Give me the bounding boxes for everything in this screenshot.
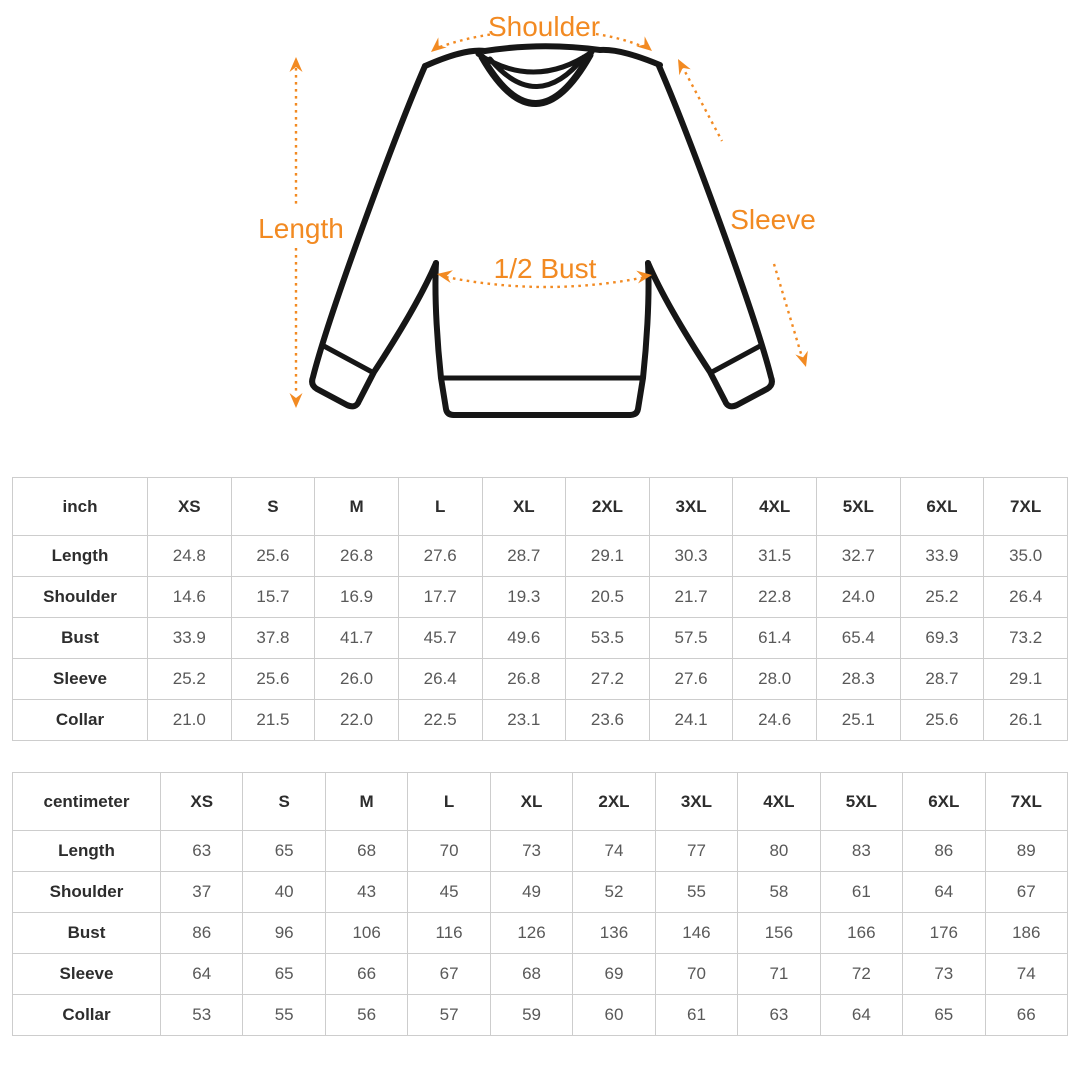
- value-cell: 14.6: [148, 577, 232, 618]
- value-cell: 61: [820, 872, 902, 913]
- size-header-l: L: [408, 773, 490, 831]
- value-cell: 25.1: [817, 700, 901, 741]
- value-cell: 28.3: [817, 659, 901, 700]
- size-header-xs: XS: [148, 478, 232, 536]
- value-cell: 156: [738, 913, 820, 954]
- size-header-xl: XL: [482, 478, 566, 536]
- value-cell: 22.0: [315, 700, 399, 741]
- value-cell: 21.7: [649, 577, 733, 618]
- value-cell: 74: [573, 831, 655, 872]
- shoulder-dotted-line-left: [440, 34, 494, 47]
- value-cell: 65: [903, 995, 985, 1036]
- value-cell: 30.3: [649, 536, 733, 577]
- value-cell: 70: [408, 831, 490, 872]
- value-cell: 25.2: [900, 577, 984, 618]
- value-cell: 56: [325, 995, 407, 1036]
- value-cell: 65: [243, 831, 325, 872]
- value-cell: 24.1: [649, 700, 733, 741]
- sweater-measurement-diagram: [0, 0, 1080, 462]
- value-cell: 25.6: [231, 536, 315, 577]
- row-label: Collar: [13, 995, 161, 1036]
- value-cell: 27.2: [566, 659, 650, 700]
- inch-size-table: [12, 477, 1068, 741]
- size-header-m: M: [315, 478, 399, 536]
- measurement-row-bust: [13, 618, 1068, 659]
- size-header-5xl: 5XL: [817, 478, 901, 536]
- size-header-6xl: 6XL: [903, 773, 985, 831]
- value-cell: 22.8: [733, 577, 817, 618]
- value-cell: 27.6: [649, 659, 733, 700]
- sleeve-label: Sleeve: [730, 204, 816, 235]
- value-cell: 31.5: [733, 536, 817, 577]
- value-cell: 61.4: [733, 618, 817, 659]
- value-cell: 22.5: [398, 700, 482, 741]
- value-cell: 23.6: [566, 700, 650, 741]
- value-cell: 69.3: [900, 618, 984, 659]
- value-cell: 67: [985, 872, 1067, 913]
- value-cell: 58: [738, 872, 820, 913]
- value-cell: 43: [325, 872, 407, 913]
- row-label: Collar: [13, 700, 148, 741]
- value-cell: 26.0: [315, 659, 399, 700]
- right-cuff-rib-line: [712, 345, 762, 372]
- value-cell: 96: [243, 913, 325, 954]
- row-label: Length: [13, 831, 161, 872]
- row-label: Length: [13, 536, 148, 577]
- value-cell: 71: [738, 954, 820, 995]
- length-label: Length: [258, 213, 344, 244]
- measurement-row-collar: [13, 995, 1068, 1036]
- value-cell: 20.5: [566, 577, 650, 618]
- value-cell: 25.6: [900, 700, 984, 741]
- value-cell: 83: [820, 831, 902, 872]
- value-cell: 89: [985, 831, 1067, 872]
- value-cell: 24.6: [733, 700, 817, 741]
- value-cell: 16.9: [315, 577, 399, 618]
- measurement-row-shoulder: [13, 872, 1068, 913]
- value-cell: 26.4: [398, 659, 482, 700]
- value-cell: 26.8: [315, 536, 399, 577]
- size-header-s: S: [231, 478, 315, 536]
- value-cell: 49.6: [482, 618, 566, 659]
- value-cell: 70: [655, 954, 737, 995]
- value-cell: 37.8: [231, 618, 315, 659]
- value-cell: 106: [325, 913, 407, 954]
- sweater-outline: [312, 46, 772, 415]
- value-cell: 27.6: [398, 536, 482, 577]
- value-cell: 72: [820, 954, 902, 995]
- value-cell: 126: [490, 913, 572, 954]
- size-header-3xl: 3XL: [655, 773, 737, 831]
- measurement-row-bust: [13, 913, 1068, 954]
- value-cell: 24.8: [148, 536, 232, 577]
- value-cell: 73.2: [984, 618, 1068, 659]
- size-header-l: L: [398, 478, 482, 536]
- value-cell: 40: [243, 872, 325, 913]
- value-cell: 26.1: [984, 700, 1068, 741]
- measurement-row-length: [13, 536, 1068, 577]
- value-cell: 26.4: [984, 577, 1068, 618]
- value-cell: 73: [490, 831, 572, 872]
- size-header-5xl: 5XL: [820, 773, 902, 831]
- size-header-xl: XL: [490, 773, 572, 831]
- value-cell: 57.5: [649, 618, 733, 659]
- size-header-4xl: 4XL: [738, 773, 820, 831]
- value-cell: 63: [738, 995, 820, 1036]
- value-cell: 37: [161, 872, 243, 913]
- value-cell: 60: [573, 995, 655, 1036]
- value-cell: 55: [655, 872, 737, 913]
- size-header-3xl: 3XL: [649, 478, 733, 536]
- size-header-2xl: 2XL: [573, 773, 655, 831]
- value-cell: 25.6: [231, 659, 315, 700]
- shoulder-arrowhead-left: [427, 37, 447, 57]
- value-cell: 53.5: [566, 618, 650, 659]
- value-cell: 86: [903, 831, 985, 872]
- shoulder-label: Shoulder: [487, 11, 601, 42]
- sleeve-dotted-line-lower: [774, 264, 802, 357]
- value-cell: 33.9: [900, 536, 984, 577]
- value-cell: 77: [655, 831, 737, 872]
- value-cell: 186: [985, 913, 1067, 954]
- measurement-row-sleeve: [13, 659, 1068, 700]
- value-cell: 166: [820, 913, 902, 954]
- size-header-row: [13, 773, 1068, 831]
- unit-header: centimeter: [13, 773, 161, 831]
- body-left-side: [435, 263, 454, 415]
- value-cell: 74: [985, 954, 1067, 995]
- value-cell: 66: [325, 954, 407, 995]
- size-header-7xl: 7XL: [985, 773, 1067, 831]
- row-label: Sleeve: [13, 659, 148, 700]
- left-cuff-rib-line: [322, 345, 372, 372]
- value-cell: 45.7: [398, 618, 482, 659]
- value-cell: 63: [161, 831, 243, 872]
- size-header-s: S: [243, 773, 325, 831]
- value-cell: 17.7: [398, 577, 482, 618]
- value-cell: 29.1: [566, 536, 650, 577]
- value-cell: 61: [655, 995, 737, 1036]
- value-cell: 116: [408, 913, 490, 954]
- value-cell: 21.0: [148, 700, 232, 741]
- value-cell: 52: [573, 872, 655, 913]
- measurement-row-length: [13, 831, 1068, 872]
- value-cell: 35.0: [984, 536, 1068, 577]
- value-cell: 68: [325, 831, 407, 872]
- row-label: Sleeve: [13, 954, 161, 995]
- size-header-xs: XS: [161, 773, 243, 831]
- value-cell: 64: [161, 954, 243, 995]
- value-cell: 15.7: [231, 577, 315, 618]
- value-cell: 59: [490, 995, 572, 1036]
- bust-label: 1/2 Bust: [493, 253, 597, 284]
- row-label: Shoulder: [13, 872, 161, 913]
- collar-rim: [425, 46, 660, 66]
- value-cell: 65.4: [817, 618, 901, 659]
- value-cell: 67: [408, 954, 490, 995]
- size-header-m: M: [325, 773, 407, 831]
- value-cell: 33.9: [148, 618, 232, 659]
- value-cell: 29.1: [984, 659, 1068, 700]
- value-cell: 25.2: [148, 659, 232, 700]
- value-cell: 21.5: [231, 700, 315, 741]
- value-cell: 73: [903, 954, 985, 995]
- value-cell: 69: [573, 954, 655, 995]
- body-right-side: [630, 263, 649, 415]
- size-header-2xl: 2XL: [566, 478, 650, 536]
- size-header-7xl: 7XL: [984, 478, 1068, 536]
- row-label: Bust: [13, 618, 148, 659]
- value-cell: 64: [820, 995, 902, 1036]
- value-cell: 55: [243, 995, 325, 1036]
- shoulder-arrowhead-right: [636, 36, 656, 56]
- length-arrowhead-bottom: [290, 393, 303, 408]
- measurement-row-shoulder: [13, 577, 1068, 618]
- value-cell: 57: [408, 995, 490, 1036]
- value-cell: 24.0: [817, 577, 901, 618]
- value-cell: 80: [738, 831, 820, 872]
- row-label: Shoulder: [13, 577, 148, 618]
- sleeve-arrowhead-bottom: [795, 351, 812, 369]
- value-cell: 146: [655, 913, 737, 954]
- size-header-row: [13, 478, 1068, 536]
- value-cell: 45: [408, 872, 490, 913]
- row-label: Bust: [13, 913, 161, 954]
- size-header-4xl: 4XL: [733, 478, 817, 536]
- sleeve-arrowhead-top: [672, 56, 691, 75]
- value-cell: 28.0: [733, 659, 817, 700]
- value-cell: 176: [903, 913, 985, 954]
- value-cell: 53: [161, 995, 243, 1036]
- value-cell: 23.1: [482, 700, 566, 741]
- value-cell: 26.8: [482, 659, 566, 700]
- value-cell: 66: [985, 995, 1067, 1036]
- value-cell: 32.7: [817, 536, 901, 577]
- value-cell: 68: [490, 954, 572, 995]
- value-cell: 86: [161, 913, 243, 954]
- value-cell: 19.3: [482, 577, 566, 618]
- unit-header: inch: [13, 478, 148, 536]
- size-header-6xl: 6XL: [900, 478, 984, 536]
- centimeter-size-table: [12, 772, 1068, 1036]
- value-cell: 64: [903, 872, 985, 913]
- value-cell: 136: [573, 913, 655, 954]
- value-cell: 28.7: [482, 536, 566, 577]
- value-cell: 49: [490, 872, 572, 913]
- shoulder-dotted-line-right: [596, 34, 644, 47]
- measurement-row-collar: [13, 700, 1068, 741]
- measurement-row-sleeve: [13, 954, 1068, 995]
- value-cell: 65: [243, 954, 325, 995]
- value-cell: 41.7: [315, 618, 399, 659]
- value-cell: 28.7: [900, 659, 984, 700]
